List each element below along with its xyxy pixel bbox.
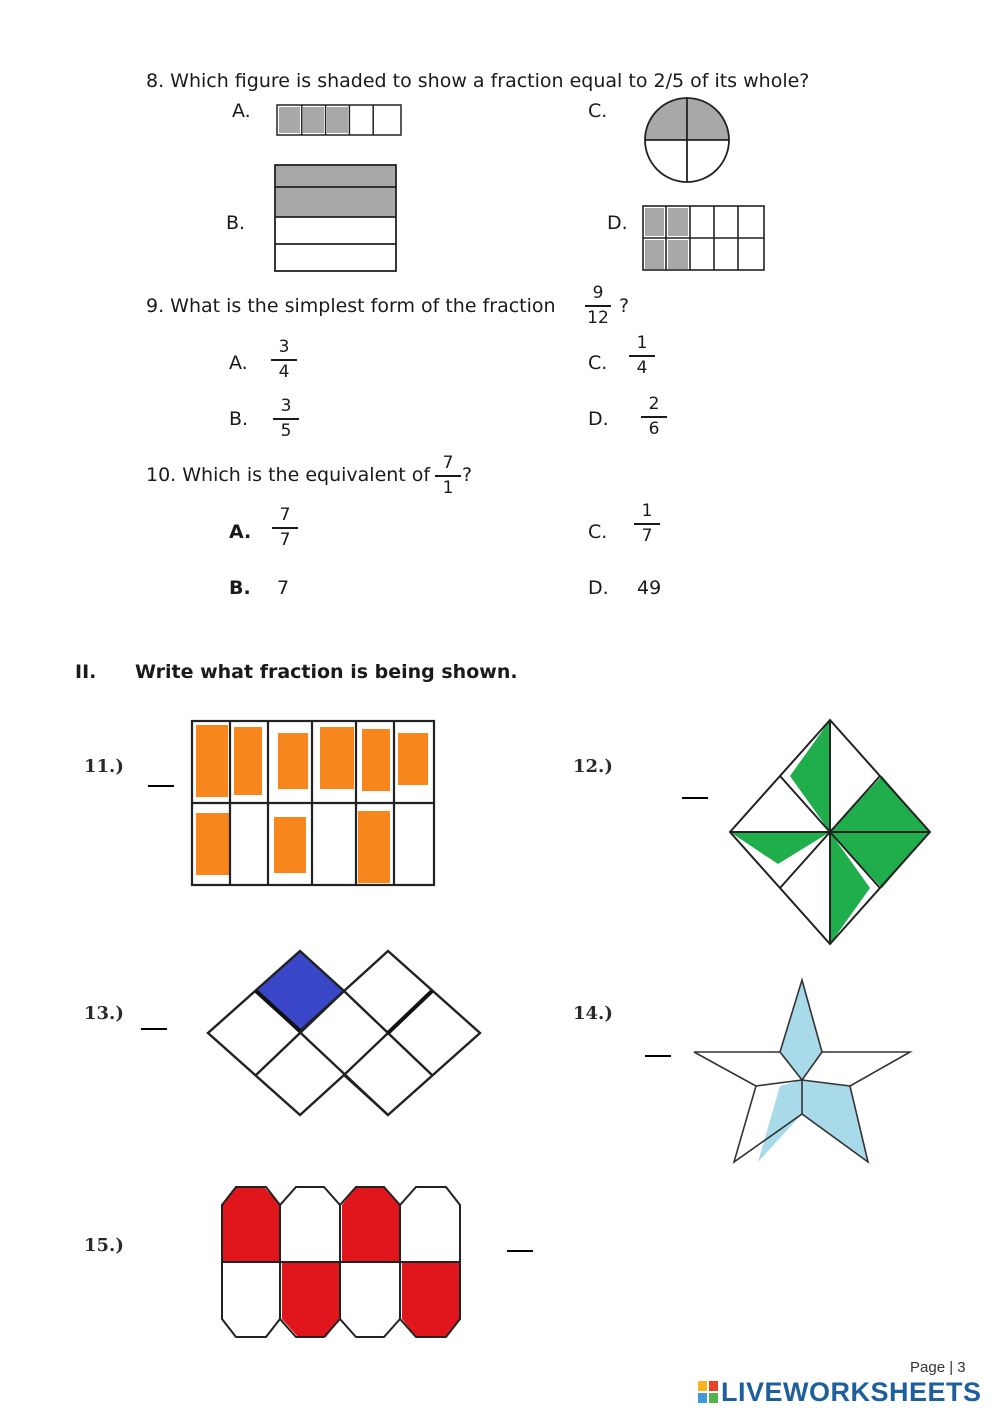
q10-option-a-fraction: [272, 505, 298, 550]
q9-option-d-fraction: [641, 394, 667, 439]
q8-figure-d: [642, 205, 767, 273]
q8-option-d-label[interactable]: D.: [607, 212, 628, 234]
q9-fraction-den: 12: [587, 307, 609, 328]
item-12-figure: [726, 716, 934, 948]
item-15-answer-blank[interactable]: [507, 1250, 533, 1252]
item-11-label: 11.): [84, 756, 124, 777]
q9-option-d-label[interactable]: D.: [588, 408, 609, 430]
brand-name[interactable]: LIVEWORKSHEETS: [721, 1377, 982, 1407]
q9-b-den: 5: [280, 420, 292, 441]
item-14-answer-blank[interactable]: [645, 1055, 671, 1057]
q8-question: 8. Which figure is shaded to show a fraction equal to 2/5 of its whole?: [146, 70, 810, 92]
q9-option-c-label[interactable]: C.: [588, 352, 608, 374]
q10-option-d-label[interactable]: D.: [588, 577, 609, 599]
q9-option-a-label[interactable]: A.: [229, 352, 248, 374]
item-15-label: 15.): [84, 1235, 124, 1256]
q10-fraction-num: 7: [442, 453, 454, 473]
q8-figure-b: [273, 163, 399, 274]
q9-question-mark: ?: [619, 295, 630, 317]
q10-option-c-fraction: [634, 501, 660, 546]
lw-logo-icon: [698, 1381, 718, 1403]
page-number: Page | 3: [910, 1359, 966, 1376]
item-13-figure: [204, 947, 484, 1119]
q10-c-den: 7: [641, 525, 653, 546]
section-2-roman: II.: [75, 661, 97, 683]
q9-option-c-fraction: [629, 333, 655, 378]
q9-a-den: 4: [278, 361, 290, 382]
item-13-answer-blank[interactable]: [141, 1028, 167, 1030]
section-2-title: Write what fraction is being shown.: [135, 661, 518, 683]
q9-fraction-num: 9: [592, 283, 604, 303]
q8-option-a-label[interactable]: A.: [232, 100, 251, 122]
q10-a-num: 7: [279, 505, 291, 525]
q10-option-b-label[interactable]: B.: [229, 577, 251, 599]
q10-question-mark: ?: [462, 464, 473, 486]
item-12-label: 12.): [573, 756, 613, 777]
q9-option-a-fraction: [271, 337, 297, 382]
item-14-figure: [690, 976, 914, 1166]
q9-d-num: 2: [648, 394, 660, 414]
item-12-answer-blank[interactable]: [682, 797, 708, 799]
q10-option-a-label[interactable]: A.: [229, 521, 252, 543]
q9-fraction: [585, 283, 611, 328]
item-11-figure: [188, 717, 438, 889]
q9-option-b-label[interactable]: B.: [229, 408, 249, 430]
q9-a-num: 3: [278, 337, 290, 357]
item-14-label: 14.): [573, 1003, 613, 1024]
q9-b-num: 3: [280, 396, 292, 416]
q9-c-den: 4: [636, 357, 648, 378]
q10-fraction-den: 1: [442, 477, 454, 498]
q10-c-num: 1: [641, 501, 653, 521]
q10-option-d-value: 49: [637, 577, 662, 599]
q10-question: 10. Which is the equivalent of: [146, 464, 431, 486]
item-13-label: 13.): [84, 1003, 124, 1024]
q8-option-b-label[interactable]: B.: [226, 212, 246, 234]
q10-a-den: 7: [279, 529, 291, 550]
q8-option-c-label[interactable]: C.: [588, 100, 608, 122]
q9-option-b-fraction: [273, 396, 299, 441]
q10-fraction: [435, 453, 461, 498]
q9-d-den: 6: [648, 418, 660, 439]
q8-figure-a: [276, 104, 404, 138]
q8-figure-c: [643, 96, 731, 184]
item-11-answer-blank[interactable]: [148, 785, 174, 787]
q9-question: 9. What is the simplest form of the fraction: [146, 295, 556, 317]
q10-option-b-value: 7: [277, 577, 290, 599]
q9-c-num: 1: [636, 333, 648, 353]
q10-option-c-label[interactable]: C.: [588, 521, 608, 543]
item-15-figure: [218, 1183, 466, 1343]
